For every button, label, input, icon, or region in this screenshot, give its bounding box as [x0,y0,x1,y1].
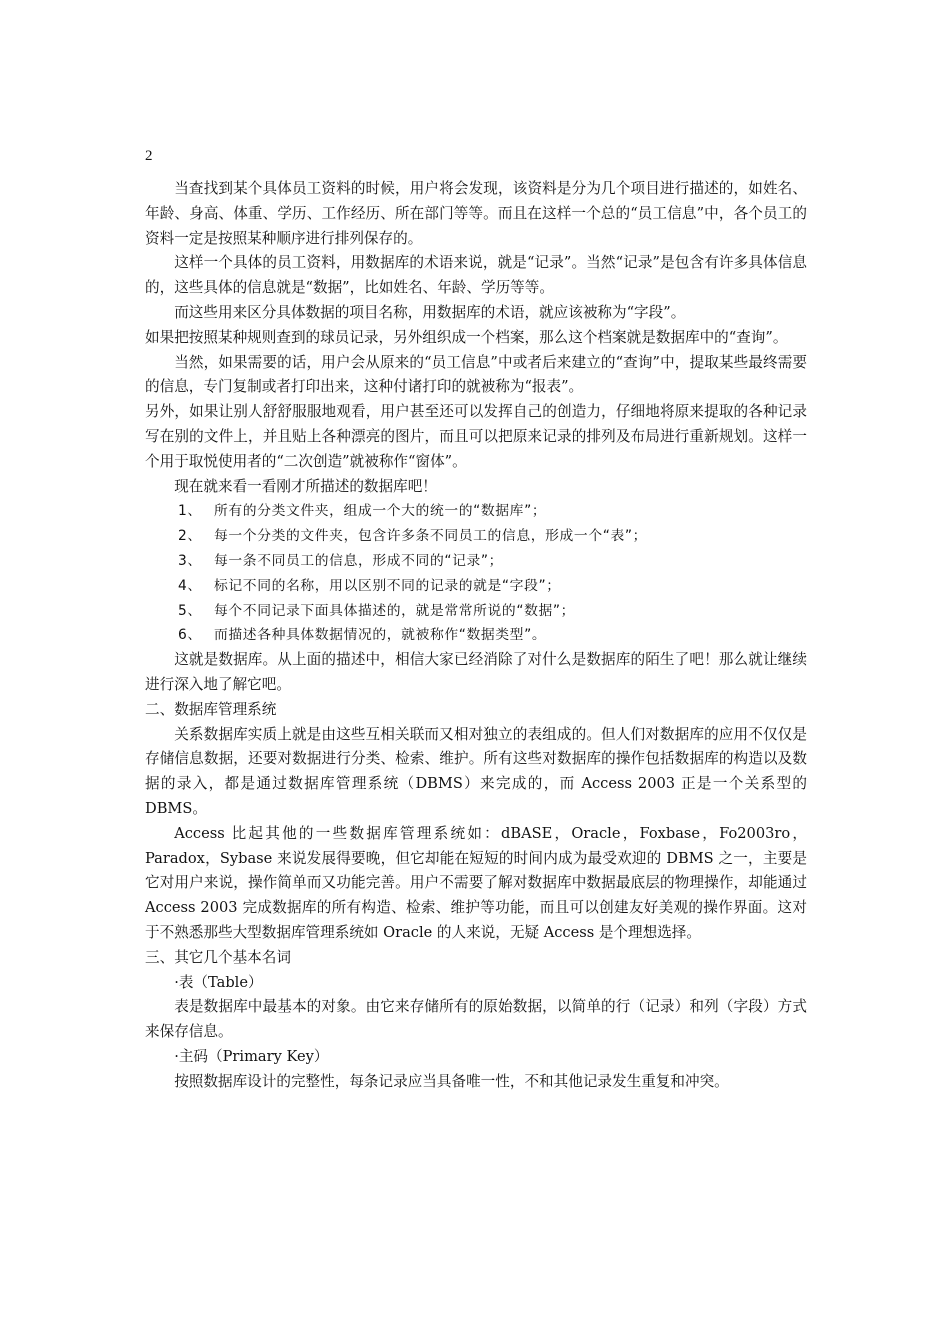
list-item [145,524,807,549]
list-item [145,549,807,574]
paragraph-query: 如果把按照某种规则查到的球员记录，另外组织成一个档案，那么这个档案就是数据库中的“查询”。 [145,328,788,346]
list-item-number: 6、 [178,627,202,644]
paragraph-relational-db: 关系数据库实质上就是由这些互相关联而又相对独立的表组成的。但人们对数据库的应用不仅仅是存储信息数据，还要对数据进行分类、检索、维护。所有这些对数据库的操作包括数据库的构造以及数据的录入，都是通过数据库管理系统（DBMS）来完成的，而 Access 2003 正是一个关系型的 DBMS。 [145,725,807,817]
paragraph-primary-key-definition: 按照数据库设计的完整性，每条记录应当具备唯一性，不和其他记录发生重复和冲突。 [174,1072,729,1090]
paragraph-field: 而这些用来区分具体数据的项目名称，用数据库的术语，就应该被称为“字段”。 [174,303,686,321]
list-item-text: 而描述各种具体数据情况的，就被称作“数据类型”。 [214,627,547,644]
database-concepts-list [145,499,807,648]
term-table: ·表（Table） [174,973,263,991]
document-body [145,177,807,1094]
paragraph-employee-info: 当查找到某个具体员工资料的时候，用户将会发现，该资料是分为几个项目进行描述的，如姓名、年龄、身高、体重、学历、工作经历、所在部门等等。而且在这样一个总的“员工信息”中，各个员工的资料一定是按照某种顺序进行排列保存的。 [145,180,807,247]
paragraph-form: 另外，如果让别人舒舒服服地观看，用户甚至还可以发挥自己的创造力，仔细地将原来提取的各种记录写在别的文件上，并且贴上各种漂亮的图片，而且可以把原来记录的排列及布局进行重新规划。这样一个用于取悦使用者的“二次创造”就被称作“窗体”。 [145,403,807,470]
list-item-number: 3、 [178,552,202,569]
list-item-text: 标记不同的名称，用以区别不同的记录的就是“字段”； [214,577,561,594]
list-item [145,574,807,599]
paragraph-list-intro: 现在就来看一看刚才所描述的数据库吧！ [174,477,437,495]
paragraph-table-definition: 表是数据库中最基本的对象。由它来存储所有的原始数据，以简单的行（记录）和列（字段）方式来保存信息。 [145,998,807,1041]
list-item-number: 1、 [178,503,202,520]
paragraph-report: 当然，如果需要的话，用户会从原来的“员工信息”中或者后来建立的“查询”中，提取某些最终需要的信息，专门复制或者打印出来，这种付诸打印的就被称为“报表”。 [145,353,807,396]
list-item-text: 每个不同记录下面具体描述的，就是常常所说的“数据”； [214,602,576,619]
paragraph-summary: 这就是数据库。从上面的描述中，相信大家已经消除了对什么是数据库的陌生了吧！那么就让继续进行深入地了解它吧。 [145,651,807,693]
list-item-number: 2、 [178,528,202,545]
section-heading-dbms: 二、数据库管理系统 [145,700,277,718]
list-item-text: 所有的分类文件夹，组成一个大的统一的“数据库”； [214,503,547,520]
list-item-number: 5、 [178,602,202,619]
list-item [145,623,807,648]
list-item-number: 4、 [178,577,202,594]
list-item-text: 每一个分类的文件夹，包含许多条不同员工的信息，形成一个“表”； [214,528,648,545]
list-item-text: 每一条不同员工的信息，形成不同的“记录”； [214,552,504,569]
term-primary-key: ·主码（Primary Key） [174,1047,329,1065]
paragraph-record: 这样一个具体的员工资料，用数据库的术语来说，就是“记录”。当然“记录”是包含有许多具体信息的，这些具体的信息就是“数据”，比如姓名、年龄、学历等等。 [145,254,807,297]
paragraph-access-compare: Access 比起其他的一些数据库管理系统如：dBASE，Oracle，Foxbase，Fo2003ro，Paradox，Sybase 来说发展得要晚，但它却能在短短的时间内成为最受欢迎的 DBMS 之一，主要是它对用户来说，操作简单而又功能完善。用户不需要了解对数据库中数据最底层的物理操作，却能通过 Access 2003 完成数据库的所有构造、检索、维护等功能，而且可以创建友好美观的操作界面。这对于不熟悉那些大型数据库管理系统如 Oracle 的人来说，无疑 Access 是个理想选择。 [145,824,807,941]
page-number: 2 [145,148,153,164]
section-heading-terms: 三、其它几个基本名词 [145,948,291,966]
list-item [145,499,807,524]
list-item [145,599,807,624]
